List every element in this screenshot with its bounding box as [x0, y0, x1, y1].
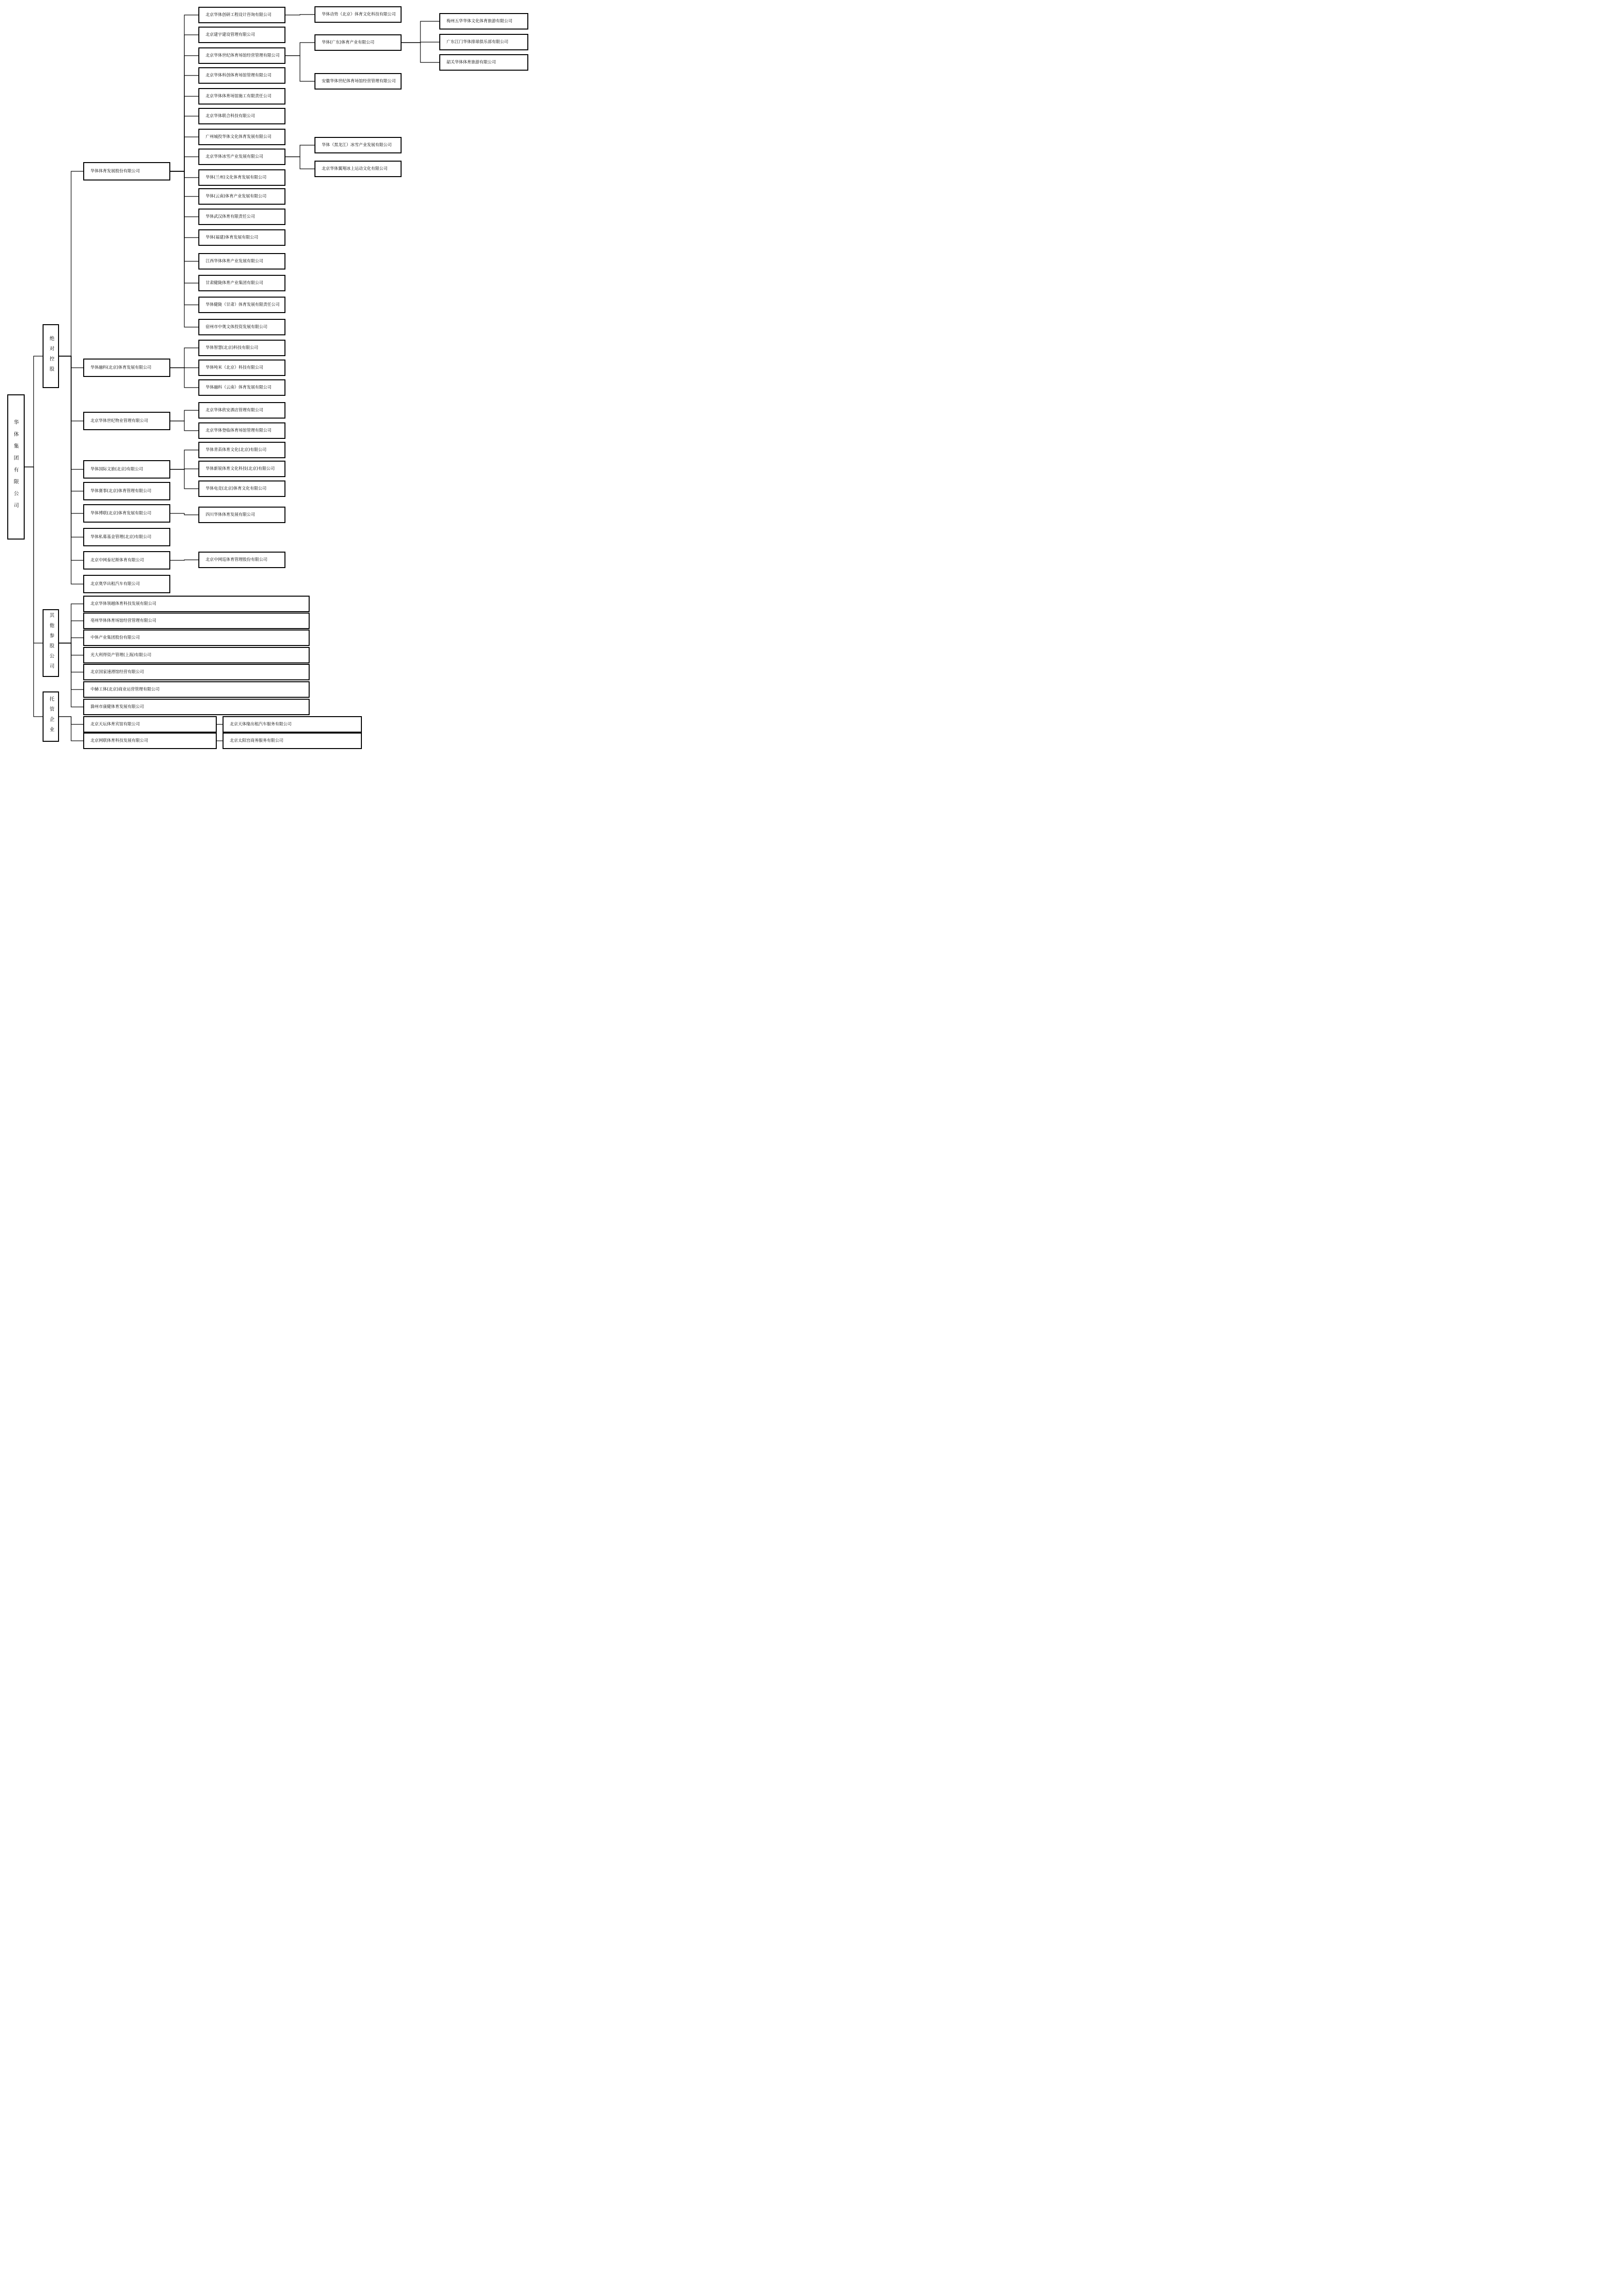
org-node-ah: 安徽华体世纪体育场馆经营管理有限公司	[314, 73, 402, 90]
org-node-rk1: 华体智慧(北京)科技有限公司	[198, 340, 285, 356]
org-node-l1_8: 北京中网泰尼斯体育有限公司	[83, 551, 170, 570]
org-node-o1: 北京华体领越体育科技发展有限公司	[83, 596, 310, 612]
connector-t3-ah	[285, 56, 314, 81]
org-node-mz: 梅州五华华体文化体育旅游有限公司	[439, 13, 528, 30]
org-node-t11: 华体武汉体育有限责任公司	[198, 209, 285, 225]
org-node-r1: 北京天体缘出租汽车服务有限公司	[223, 716, 362, 733]
org-node-rk3: 华体融科（云南）体育发展有限公司	[198, 379, 285, 396]
org-node-l1_3: 北京华体世纪物业管理有限公司	[83, 412, 170, 430]
connector-t8-hlj	[285, 145, 314, 157]
connector-t3-gd	[285, 43, 314, 56]
connector-t8-yx	[285, 157, 314, 169]
org-node-t2: 北京建宇建设管理有限公司	[198, 27, 285, 43]
org-node-cat_juedui: 绝对控股	[43, 324, 59, 388]
connector-l1_2-rk3	[170, 368, 198, 388]
org-node-wl2: 华体新锐体育文化科技(北京)有限公司	[198, 461, 285, 477]
org-node-rk2: 华体吨米（北京）科技有限公司	[198, 360, 285, 376]
connector-l1_4-wl3	[170, 469, 198, 489]
org-node-t9: 华体(兰州)文化体育发展有限公司	[198, 169, 285, 186]
org-node-t12: 华体(福建)体育发展有限公司	[198, 229, 285, 246]
org-node-wy2: 北京华体登临体育场馆管理有限公司	[198, 422, 285, 439]
org-chart	[0, 0, 541, 771]
org-node-l1_1: 华体体育发展股份有限公司	[83, 162, 170, 180]
org-node-bl1: 四川华体体育发展有限公司	[198, 507, 285, 523]
connector-cat_juedui-l1_1	[59, 171, 83, 356]
connector-gd-mz	[402, 21, 439, 43]
org-node-t13: 江西华体体育产业发展有限公司	[198, 253, 285, 270]
org-node-wl1: 华体青苗体育文化(北京)有限公司	[198, 442, 285, 458]
connector-l1_1-t16	[170, 171, 198, 327]
org-node-g2: 北京网联体育科技发展有限公司	[83, 733, 217, 749]
org-node-r2: 北京太阳宫商务服务有限公司	[223, 733, 362, 749]
org-node-root: 华体集团有限公司	[7, 394, 25, 540]
org-node-t4: 北京华体科创体育场馆管理有限公司	[198, 67, 285, 84]
org-node-cat_tuoguan: 托管企业	[43, 691, 59, 742]
org-node-t14: 甘肃健陇体育产业集团有限公司	[198, 275, 285, 291]
org-node-o5: 北京国家速滑馆经营有限公司	[83, 664, 310, 680]
org-node-t6: 北京华体联合科技有限公司	[198, 108, 285, 124]
org-node-l1_9: 北京奥华出租汽车有限公司	[83, 575, 170, 593]
org-node-t3: 北京华体世纪体育场馆经营管理有限公司	[198, 47, 285, 64]
connector-l1_3-wy1	[170, 410, 198, 421]
connector-l1_3-wy2	[170, 421, 198, 431]
org-node-o7: 滁州市康健体育发展有限公司	[83, 699, 310, 715]
org-node-t15: 华体健陇（甘肃）体育发展有限责任公司	[198, 297, 285, 313]
connector-l1_6-bl1	[170, 513, 198, 515]
connector-l1_2-rk1	[170, 348, 198, 368]
connector-cat_qita-o7	[59, 643, 83, 707]
org-node-l1_2: 华体融科(北京)体育发展有限公司	[83, 359, 170, 377]
connector-cat_juedui-l1_9	[59, 356, 83, 584]
org-node-yx: 北京华体翼翔冰上运动文化有限公司	[314, 161, 402, 177]
org-node-ds: 华体动势（北京）体育文化科技有限公司	[314, 6, 402, 23]
connector-root-cat_juedui	[25, 356, 43, 467]
connector-l1_1-t8	[170, 157, 198, 171]
org-node-l1_6: 华体博联(北京)体育发展有限公司	[83, 504, 170, 523]
org-node-wl3: 华体电竞(北京)体育文化有限公司	[198, 480, 285, 497]
connector-cat_qita-o3	[59, 638, 83, 643]
connector-root-cat_tuoguan	[25, 467, 43, 717]
org-node-t10: 华体(云南)体育产业发展有限公司	[198, 188, 285, 205]
org-node-l1_4: 华体国际文旅(北京)有限公司	[83, 460, 170, 479]
org-node-l1_5: 华体赛事(北京)体育管理有限公司	[83, 482, 170, 500]
org-node-jm: 广东江门华体排球俱乐部有限公司	[439, 34, 528, 50]
org-node-t8: 北京华体冰雪产业发展有限公司	[198, 149, 285, 165]
org-node-zw1: 北京中网巡体育管理股份有限公司	[198, 552, 285, 568]
org-node-hlj: 华体（黑龙江）冰雪产业发展有限公司	[314, 137, 402, 153]
org-node-l1_7: 华体私募基金管理(北京)有限公司	[83, 528, 170, 546]
org-node-gd: 华体(广东)体育产业有限公司	[314, 34, 402, 51]
org-node-o6: 中赫工体(北京)商业运营管理有限公司	[83, 681, 310, 698]
org-node-t5: 北京华体体育场馆施工有限责任公司	[198, 88, 285, 105]
org-node-o4: 光大利得资产管理(上海)有限公司	[83, 647, 310, 663]
org-node-wy1: 北京华体欣安酒店管理有限公司	[198, 402, 285, 419]
org-node-t16: 宿州市中奥文体投资发展有限公司	[198, 319, 285, 335]
org-node-g1: 北京天坛体育宾馆有限公司	[83, 716, 217, 733]
connector-l1_4-wl1	[170, 450, 198, 469]
org-node-t1: 北京华体创研工程设计咨询有限公司	[198, 7, 285, 23]
connector-gd-sg	[402, 43, 439, 62]
org-node-sg: 韶关华体体育旅游有限公司	[439, 54, 528, 71]
org-node-cat_qita: 其他参股公司	[43, 609, 59, 677]
org-node-t7: 广州城投华体文化体育发展有限公司	[198, 129, 285, 145]
connector-cat_tuoguan-g2	[59, 717, 83, 741]
org-node-o3: 中体产业集团股份有限公司	[83, 630, 310, 646]
org-node-o2: 亳州华体体育场馆经营管理有限公司	[83, 613, 310, 629]
